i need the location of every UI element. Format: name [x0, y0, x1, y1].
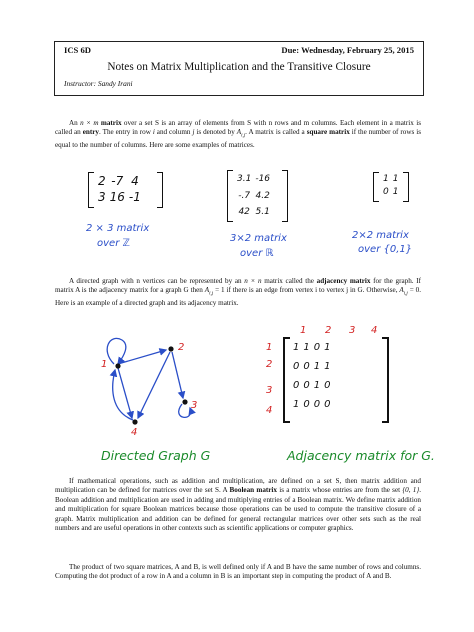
adjacency-cell: 1: [293, 342, 300, 353]
edge-2-4: [138, 352, 170, 418]
edge-1-1: [107, 338, 126, 364]
adjacency-cell: 0: [303, 399, 310, 410]
matrix-2x3-cell: -7: [111, 174, 124, 188]
adjacency-cell: 0: [313, 399, 321, 410]
adj-col-label-3: 3: [349, 325, 356, 336]
caption-2x3-line1: 2 × 3 matrix: [86, 223, 150, 234]
adjacency-cell: 0: [313, 342, 321, 353]
matrix-2x2-cell: 1: [383, 174, 389, 184]
adjacency-cell: 1: [293, 399, 300, 410]
matrix-3x2-cell: 4.2: [255, 190, 270, 201]
edge-2-3: [172, 352, 183, 398]
matrix-2x3-cell: 16: [109, 190, 125, 204]
adjacency-cell: 0: [293, 361, 300, 372]
adjacency-cell: 1: [303, 342, 310, 353]
node-1: [115, 363, 120, 368]
adj-col-label-2: 2: [325, 325, 332, 336]
adjacency-caption: Adjacency matrix for G.: [287, 448, 435, 463]
adjacency-cell: 1: [324, 361, 331, 372]
page-title: Notes on Matrix Multiplication and the Transitive Closure: [107, 61, 371, 73]
matrix-2x2-cell: 0: [383, 187, 389, 197]
matrix-2x2-cell: 1: [392, 187, 399, 197]
adjacency-row: [291, 338, 333, 357]
matrix-2x3-cell: -1: [128, 190, 141, 204]
node-3: [182, 399, 187, 404]
paragraph-matrix-product: The product of two square matrices, A and B, is well defined only if A and B have the same number of rows and columns. Computing the dot product of a row in A and a column in B is an important step in computing the product of A and B.: [55, 563, 421, 581]
matrix-3x2-cell: -16: [255, 174, 271, 184]
due-date: Due: Wednesday, February 25, 2015: [281, 45, 414, 55]
matrix-2x3-cell: 2: [98, 174, 106, 188]
caption-2x3-line2: over ℤ: [97, 238, 130, 249]
adjacency-matrix: [283, 337, 389, 423]
node-label-3: 3: [191, 400, 198, 411]
adj-row-label-1: 1: [266, 342, 273, 353]
adjacency-cell: 0: [303, 380, 310, 391]
matrix-2x3-cell: 4: [131, 174, 139, 188]
adj-col-label-4: 4: [371, 325, 378, 336]
adjacency-cell: 0: [324, 380, 331, 391]
paragraph-matrix-definition: An n × m matrix over a set S is an array of elements from S with n rows and m columns. Each element in a matrix is called an entry. The entry in row i and column j is denoted by $A_{i,j}$. A matrix is called a square matrix if the number of rows is equal to the number of columns. Here are some examples of matrices.: [55, 119, 421, 150]
adjacency-cell: 1: [324, 342, 331, 353]
adjacency-row: [291, 357, 333, 376]
paragraph-adjacency-definition: A directed graph with n vertices can be represented by an n × n matrix called the adjacency matrix for the graph. If matrix A is the adjacency matrix for a graph G then $A_{i,j} = 1$ if there is an edge from vertex i to vertex j in G. Otherwise, $A_{i,j} = 0$. Here is an example of a directed graph and its adjacency matrix.: [55, 277, 421, 308]
adjacency-row: [291, 395, 333, 414]
node-label-2: 2: [178, 342, 185, 353]
matrix-3x2-cell: 42: [238, 207, 250, 217]
course-label: ICS 6D: [64, 45, 91, 55]
adjacency-cell: 0: [324, 399, 331, 410]
matrix-3x2-cell: -.7: [238, 190, 251, 201]
adjacency-cell: 0: [293, 380, 300, 391]
node-label-4: 4: [131, 427, 138, 438]
node-label-1: 1: [101, 359, 108, 370]
adjacency-cell: 1: [313, 380, 321, 391]
matrix-2x3-cell: 3: [98, 190, 106, 204]
graph-caption: Directed Graph G: [101, 448, 211, 463]
adj-row-label-4: 4: [266, 405, 273, 416]
adjacency-cell: 0: [303, 361, 310, 372]
caption-2x2-line2: over {0,1}: [358, 244, 413, 255]
adjacency-cell: 1: [313, 361, 321, 372]
matrix-2x2-cell: 1: [392, 174, 399, 184]
node-2: [168, 346, 173, 351]
adj-row-label-2: 2: [266, 359, 273, 370]
adj-row-label-3: 3: [266, 385, 273, 396]
adj-col-label-1: 1: [300, 325, 307, 336]
matrix-3x2-cell: 3.1: [237, 174, 252, 184]
adjacency-row: [291, 376, 333, 395]
caption-2x2-line1: 2×2 matrix: [352, 230, 409, 241]
caption-3x2-line2: over ℝ: [240, 248, 274, 259]
instructor-line: Instructor: Sandy Irani: [64, 79, 133, 88]
node-4: [132, 419, 137, 424]
caption-3x2-line1: 3×2 matrix: [230, 233, 287, 244]
edge-3-3: [179, 404, 191, 417]
paragraph-boolean-matrix: If mathematical operations, such as addition and multiplication, are defined on a set S, then matrix addition and multiplication can be defined for matrices over the set S. A Boolean matrix is a matrix whose entries are from the set {0, 1}. Boolean addition and multiplication are used in adding and multiplying entries of a Boolean matrix. We define matrix addition and multiplication for square Boolean matrices because those operations can be used to compute the transitive closure of a graph. Matrix multiplication and addition can be defined for general rectangular matrices over other sets such as the real numbers and are useful operations in other contexts such as scientific applications or computer graphics.: [55, 477, 421, 533]
matrix-3x2-cell: 5.1: [255, 207, 270, 217]
